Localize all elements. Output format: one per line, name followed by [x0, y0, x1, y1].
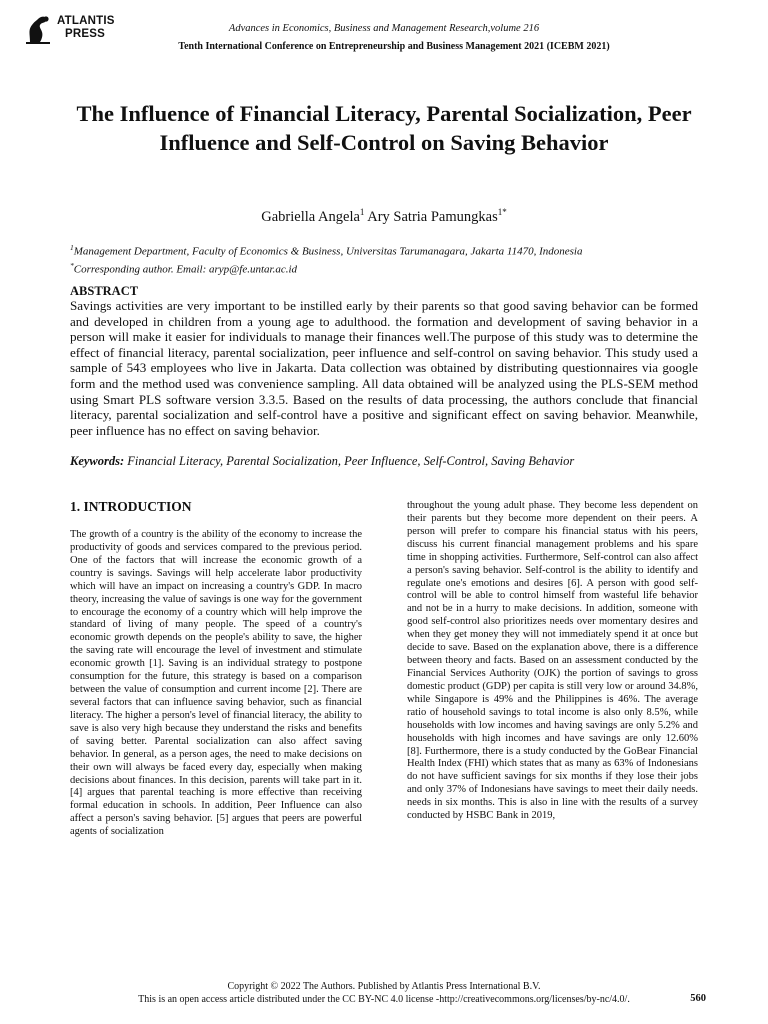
conference-header: Tenth International Conference on Entrepreneurship and Business Management 2021 (ICEBM 2021): [178, 41, 610, 52]
copyright-notice: Copyright © 2022 The Authors. Published by Atlantis Press International B.V.: [227, 981, 541, 992]
corresponding-author-line: *Corresponding author. Email: aryp@fe.untar.ac.id: [70, 261, 298, 276]
paper-title: The Influence of Financial Literacy, Parental Socialization, Peer Influence and Self-Control on Saving Behavior: [76, 101, 692, 155]
keywords-value: Financial Literacy, Parental Socialization, Peer Influence, Self-Control, Saving Behavior: [127, 454, 575, 468]
body-column-right: throughout the young adult phase. They become less dependent on their parents but they become more dependent on their peers. A person will prefer to compare his financial status with his peers, discuss his current financial management problems and his spare time in shopping activities. Furthermore, Self-control can also affect a person's saving behavior. Self-control is the ability to identify and regulate one's emotions and desires [6]. A person with good self-control will be able to control himself from wasteful life behavior and not be in a hurry to make decisions. In addition, someone with good self-control also prioritizes needs over momentary desires and when they get money they will not immediately spend it at once but decide to save. Based on the explanation above, there is a difference between theory and facts. Based on an assessment conducted by the Financial Services Authority (OJK) the portion of savings to gross domestic product (GDP) per capita is still very low or around 34.8%, while Singapore is 49% and the Philippines is 46%. The average ratio of household savings to total income is also only 8.5%, while households with low incomes and having savings are only 5.2% and households with high incomes and have savings are only 12.60% [8]. Furthermore, there is a study conducted by the GoBear Financial Health Index (FHI) which states that as many as 63% of Indonesians do not have sufficient savings for six months if they lose their jobs and only 37% of Indonesians have savings to meet their daily needs. needs in six months. This is also in line with the results of a survey conducted by HSBC Bank in 2019,: [407, 500, 698, 822]
author-list: [0, 203, 768, 226]
keywords: [70, 453, 710, 469]
section-heading: 1. INTRODUCTION: [70, 499, 192, 514]
journal-header: Advances in Economics, Business and Management Research,volume 216: [228, 23, 540, 34]
abstract-text: Savings activities are very important to be instilled early by their parents so that good saving behavior can be formed and developed in children from a young age to adulthood. the formation and development of saving behavior in a person will make it easier for individuals to manage their finances well.The purpose of this study was to determine the effect of financial literacy, parental socialization, peer influence and self-control on saving behavior. This study used a sample of 543 employees who live in Jakarta. Data collection was obtained by distributing questionnaires via google form and the method used was convenience sampling. All data obtained will be analyzed using the PLS-SEM method using Smart PLS software version 3.3.5. Based on the results of data processing, the authors conclude that financial literacy, parental socialization and self-control have a positive and significant effect on saving behavior. Meanwhile, peer influence has no effect on saving behavior.: [70, 298, 698, 438]
footer: [0, 980, 768, 1006]
body-column-left: The growth of a country is the ability of the economy to increase the productivity of goods and services compared to the previous period. One of the factors that will increase the economic growth of a country is savings. Savings will help accelerate labor productivity which will have an impact on increasing a country's GDP. In macro theory, increasing the value of savings is one way for the government to encourage the economy of a country which will help improve the standard of living of many people. The speed of a country's economic growth depends on the people's ability to save, the higher the saving rate will encourage the level of investment and stimulate economic growth [1]. Saving is an individual strategy to postpone consumption for the future, this strategy is based on a comparison between the value of consumption and current income [2]. There are several factors that can influence saving behavior, such as financial literacy. The higher a person's level of financial literacy, the ability to save is also very high because they understand the risks and benefits of saving better. Parental socialization can also affect saving behavior. In general, as a person ages, the need to make decisions on their own will always be faced every day, especially when making decisions about finances. In this decision, parents will take part in it. [4] argues that parental teaching is more effective than receiving formal education in schools. In addition, Peer Influence can also affect a person's saving behavior. [5] argues that peers are powerful agents of socialization: [70, 529, 362, 838]
author-sup: 1: [359, 207, 365, 217]
author-name: Gabriella Angela: [261, 208, 360, 225]
page-number: 560: [690, 993, 706, 1004]
license-notice: This is an open access article distributed under the CC BY-NC 4.0 license -http://creativecommons.org/licenses/by-nc/4.0/.: [138, 994, 630, 1005]
affiliations: [70, 241, 710, 277]
affiliation-line: $^1$Management Department, Faculty of Economics & Business, Universitas Tarumanagara, Jakarta 11470, Indonesia: [70, 243, 583, 258]
abstract-heading: ABSTRACT: [70, 284, 139, 298]
keywords-label: Keywords:: [70, 454, 125, 468]
author-sup: 1*: [497, 207, 507, 217]
author-name: Ary Satria Pamungkas: [367, 208, 498, 225]
logo-line-2: PRESS: [65, 28, 105, 40]
logo-line-1: ATLANTIS: [57, 15, 115, 27]
